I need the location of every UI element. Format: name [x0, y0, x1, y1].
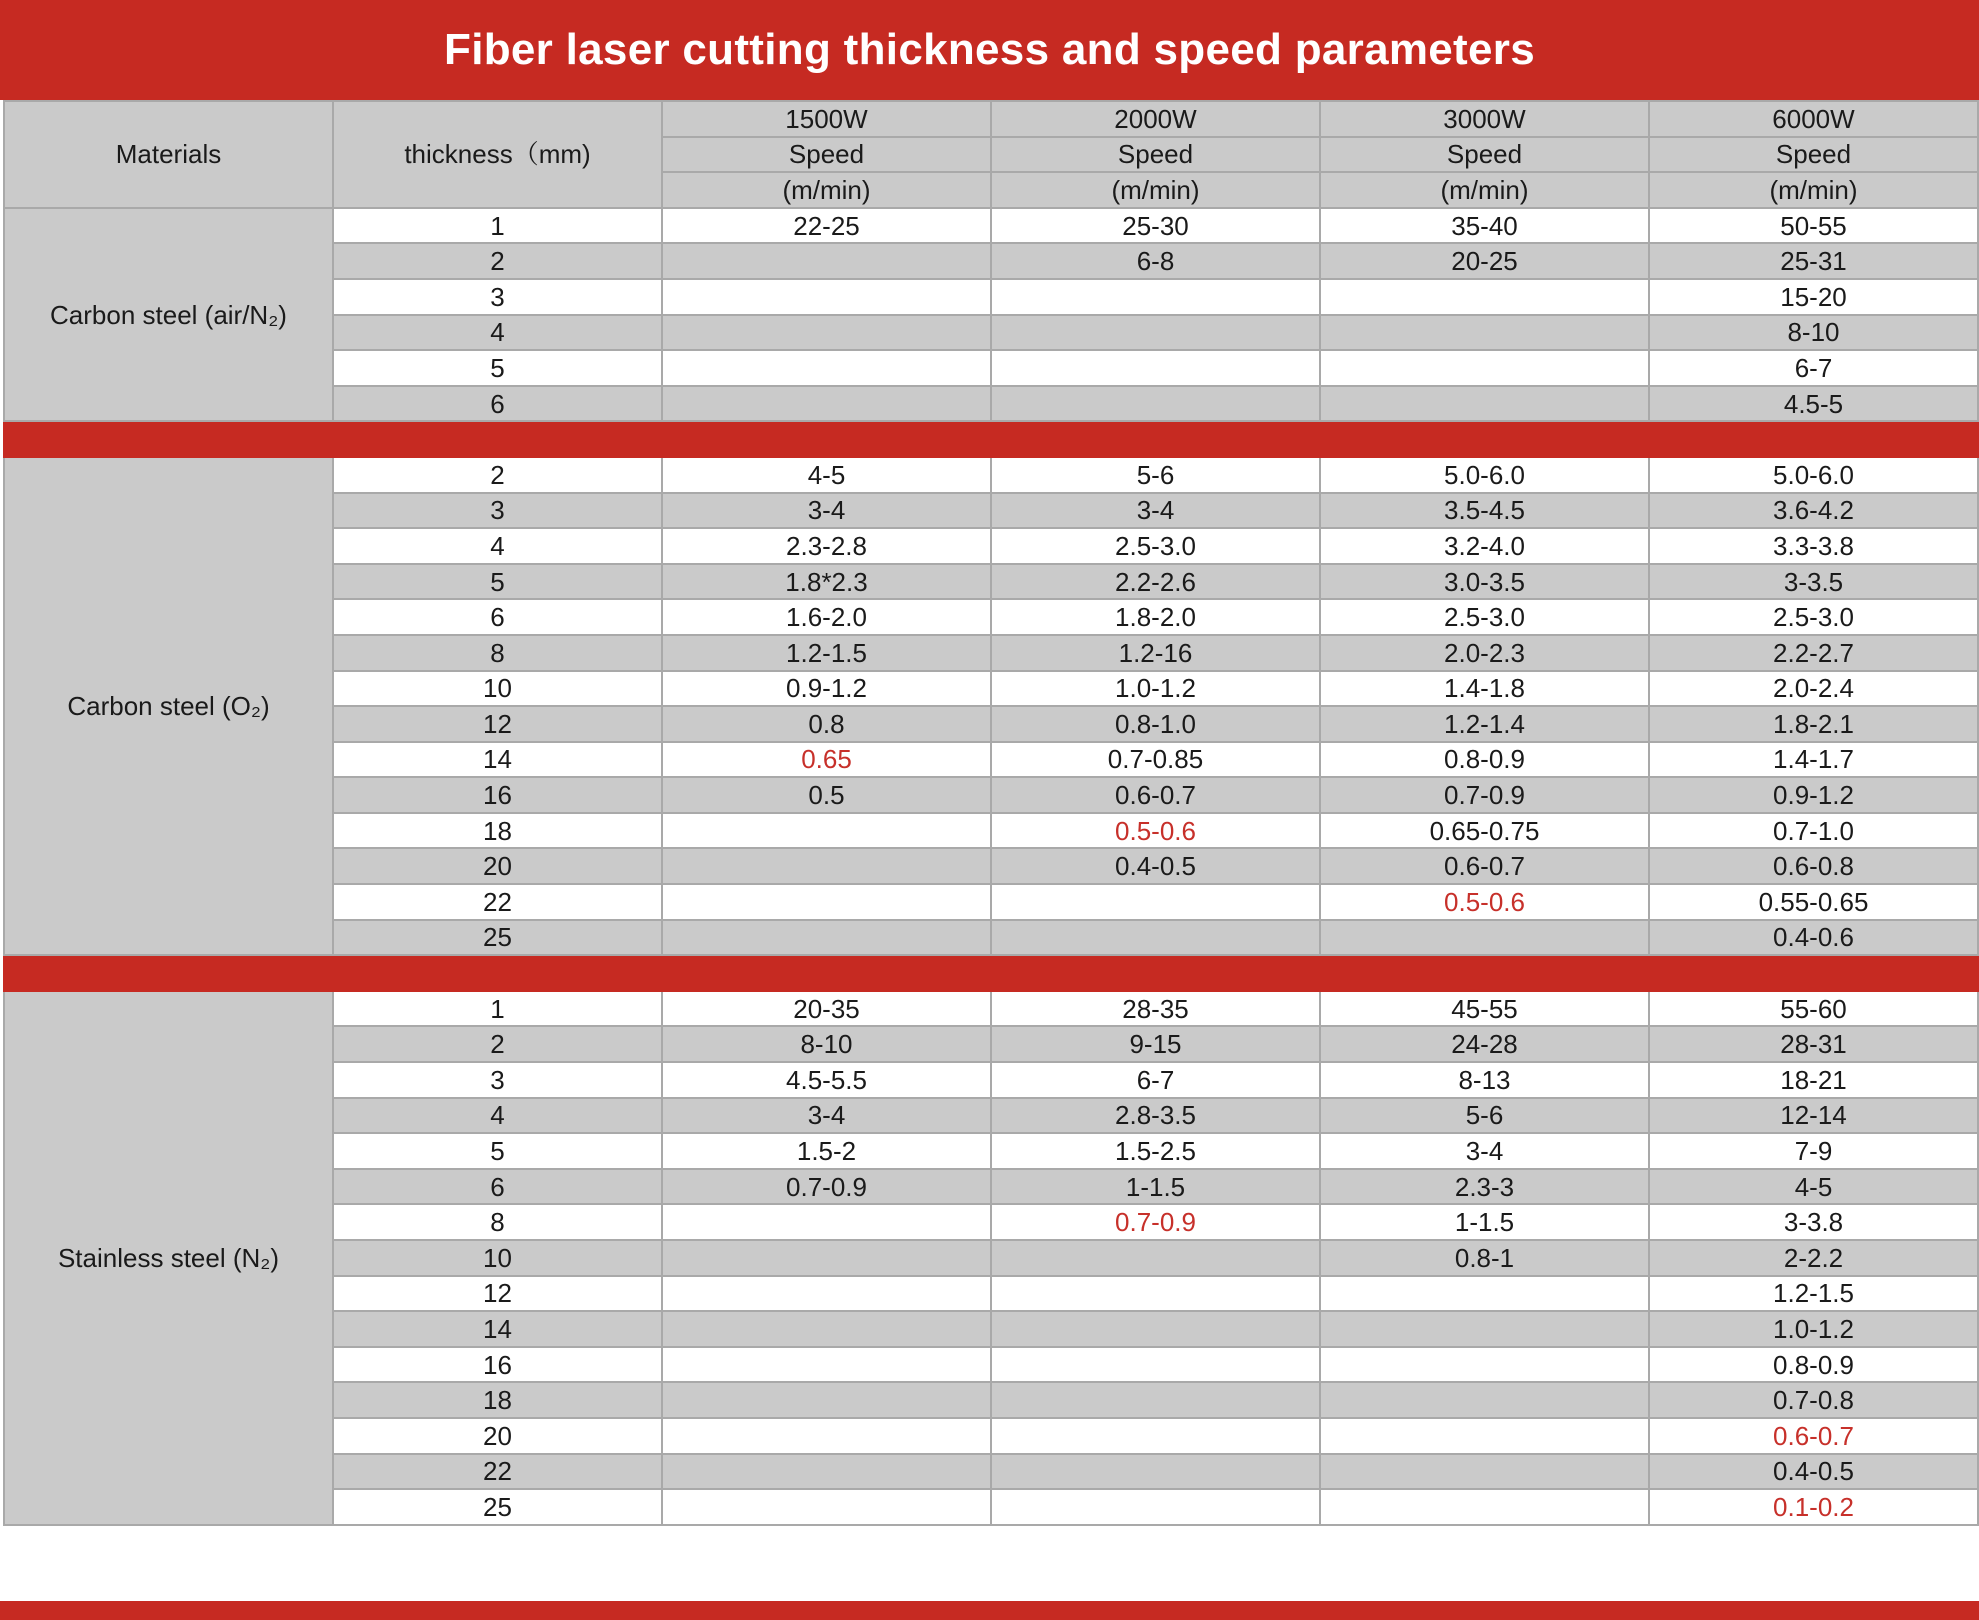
speed-cell: 0.6-0.7	[1320, 848, 1649, 884]
thickness-cell: 3	[333, 1062, 662, 1098]
speed-cell: 0.4-0.5	[1649, 1454, 1978, 1490]
speed-cell	[1320, 1418, 1649, 1454]
speed-cell	[1320, 920, 1649, 956]
header-power-6000w: 6000W	[1649, 101, 1978, 137]
thickness-cell: 25	[333, 1489, 662, 1525]
speed-cell: 35-40	[1320, 208, 1649, 244]
speed-cell: 22-25	[662, 208, 991, 244]
speed-cell: 3.5-4.5	[1320, 493, 1649, 529]
speed-cell: 6-8	[991, 243, 1320, 279]
speed-cell: 2.2-2.7	[1649, 635, 1978, 671]
speed-cell	[662, 1204, 991, 1240]
speed-cell: 0.6-0.7	[991, 777, 1320, 813]
speed-cell: 1.5-2.5	[991, 1133, 1320, 1169]
header-unit-label: (m/min)	[1320, 172, 1649, 208]
parameter-table	[3, 100, 1979, 1526]
header-speed-label: Speed	[991, 137, 1320, 173]
section-divider-bar	[4, 955, 1978, 991]
speed-cell: 5-6	[1320, 1098, 1649, 1134]
thickness-cell: 4	[333, 528, 662, 564]
speed-cell: 3-4	[662, 493, 991, 529]
speed-cell: 1.4-1.8	[1320, 671, 1649, 707]
page-title: Fiber laser cutting thickness and speed parameters	[0, 0, 1979, 100]
thickness-cell: 16	[333, 1347, 662, 1383]
speed-cell: 0.5	[662, 777, 991, 813]
speed-cell: 0.8-1.0	[991, 706, 1320, 742]
speed-cell	[991, 1240, 1320, 1276]
speed-cell: 20-25	[1320, 243, 1649, 279]
speed-cell: 25-31	[1649, 243, 1978, 279]
thickness-cell: 25	[333, 920, 662, 956]
speed-cell: 45-55	[1320, 991, 1649, 1027]
speed-cell	[991, 1347, 1320, 1383]
speed-cell	[991, 884, 1320, 920]
speed-cell: 1.2-16	[991, 635, 1320, 671]
thickness-cell: 6	[333, 386, 662, 422]
speed-cell: 0.7-1.0	[1649, 813, 1978, 849]
speed-cell: 18-21	[1649, 1062, 1978, 1098]
speed-cell: 0.7-0.8	[1649, 1382, 1978, 1418]
speed-cell	[662, 1489, 991, 1525]
thickness-cell: 4	[333, 1098, 662, 1134]
speed-cell: 2.5-3.0	[1320, 599, 1649, 635]
thickness-cell: 16	[333, 777, 662, 813]
header-power-1500w: 1500W	[662, 101, 991, 137]
speed-cell	[1320, 350, 1649, 386]
speed-cell: 0.8-0.9	[1649, 1347, 1978, 1383]
speed-cell: 1.0-1.2	[1649, 1311, 1978, 1347]
speed-cell: 2-2.2	[1649, 1240, 1978, 1276]
speed-cell	[1320, 386, 1649, 422]
speed-cell	[662, 243, 991, 279]
speed-cell: 3-3.5	[1649, 564, 1978, 600]
speed-cell	[991, 350, 1320, 386]
speed-cell	[991, 315, 1320, 351]
thickness-cell: 12	[333, 1276, 662, 1312]
speed-cell	[1320, 279, 1649, 315]
thickness-cell: 18	[333, 813, 662, 849]
section-divider-bar	[4, 421, 1978, 457]
speed-cell: 0.6-0.7	[1649, 1418, 1978, 1454]
thickness-cell: 14	[333, 742, 662, 778]
speed-cell	[991, 1418, 1320, 1454]
speed-cell: 1.8-2.1	[1649, 706, 1978, 742]
thickness-cell: 6	[333, 1169, 662, 1205]
header-power-2000w: 2000W	[991, 101, 1320, 137]
speed-cell	[662, 1347, 991, 1383]
speed-cell	[991, 920, 1320, 956]
speed-cell: 1.8-2.0	[991, 599, 1320, 635]
speed-cell: 8-13	[1320, 1062, 1649, 1098]
thickness-cell: 2	[333, 1026, 662, 1062]
header-speed-label: Speed	[1649, 137, 1978, 173]
table-row	[4, 208, 1978, 244]
material-label: Carbon steel (air/N₂)	[4, 208, 333, 422]
speed-cell	[1320, 1454, 1649, 1490]
header-unit-label: (m/min)	[991, 172, 1320, 208]
speed-cell: 1.5-2	[662, 1133, 991, 1169]
speed-cell	[662, 350, 991, 386]
speed-cell: 0.7-0.85	[991, 742, 1320, 778]
thickness-cell: 8	[333, 635, 662, 671]
speed-cell: 3.2-4.0	[1320, 528, 1649, 564]
speed-cell	[1320, 1276, 1649, 1312]
speed-cell: 2.0-2.4	[1649, 671, 1978, 707]
speed-cell: 0.7-0.9	[1320, 777, 1649, 813]
header-unit-label: (m/min)	[1649, 172, 1978, 208]
thickness-cell: 20	[333, 848, 662, 884]
speed-cell: 3-3.8	[1649, 1204, 1978, 1240]
speed-cell: 0.65-0.75	[1320, 813, 1649, 849]
speed-cell: 0.8	[662, 706, 991, 742]
header-speed-label: Speed	[1320, 137, 1649, 173]
material-label: Carbon steel (O₂)	[4, 457, 333, 955]
speed-cell: 1.4-1.7	[1649, 742, 1978, 778]
thickness-cell: 20	[333, 1418, 662, 1454]
speed-cell: 2.5-3.0	[1649, 599, 1978, 635]
speed-cell: 1-1.5	[991, 1169, 1320, 1205]
speed-cell: 1-1.5	[1320, 1204, 1649, 1240]
speed-cell: 3-4	[662, 1098, 991, 1134]
material-label: Stainless steel (N₂)	[4, 991, 333, 1525]
thickness-cell: 2	[333, 243, 662, 279]
speed-cell: 1.0-1.2	[991, 671, 1320, 707]
speed-cell: 55-60	[1649, 991, 1978, 1027]
speed-cell: 0.1-0.2	[1649, 1489, 1978, 1525]
speed-cell	[662, 1418, 991, 1454]
thickness-cell: 5	[333, 350, 662, 386]
speed-cell: 2.8-3.5	[991, 1098, 1320, 1134]
speed-cell: 0.4-0.5	[991, 848, 1320, 884]
speed-cell	[662, 884, 991, 920]
speed-cell: 5.0-6.0	[1649, 457, 1978, 493]
speed-cell	[662, 1240, 991, 1276]
thickness-cell: 3	[333, 279, 662, 315]
speed-cell: 0.9-1.2	[1649, 777, 1978, 813]
thickness-cell: 12	[333, 706, 662, 742]
speed-cell: 2.3-2.8	[662, 528, 991, 564]
speed-cell	[1320, 315, 1649, 351]
header-row-power	[4, 101, 1978, 137]
speed-cell: 0.9-1.2	[662, 671, 991, 707]
speed-cell: 5.0-6.0	[1320, 457, 1649, 493]
speed-cell: 1.2-1.5	[662, 635, 991, 671]
thickness-cell: 10	[333, 671, 662, 707]
speed-cell	[662, 1311, 991, 1347]
speed-cell	[1320, 1382, 1649, 1418]
speed-cell: 4-5	[662, 457, 991, 493]
thickness-cell: 5	[333, 1133, 662, 1169]
speed-cell	[662, 279, 991, 315]
speed-cell: 1.2-1.4	[1320, 706, 1649, 742]
speed-cell: 2.2-2.6	[991, 564, 1320, 600]
speed-cell	[662, 386, 991, 422]
speed-cell	[662, 920, 991, 956]
header-speed-label: Speed	[662, 137, 991, 173]
speed-cell	[662, 1454, 991, 1490]
speed-cell	[662, 1382, 991, 1418]
speed-cell: 0.55-0.65	[1649, 884, 1978, 920]
thickness-cell: 5	[333, 564, 662, 600]
thickness-cell: 6	[333, 599, 662, 635]
speed-cell: 0.65	[662, 742, 991, 778]
speed-cell: 4.5-5.5	[662, 1062, 991, 1098]
speed-cell	[662, 848, 991, 884]
header-unit-label: (m/min)	[662, 172, 991, 208]
speed-cell	[1320, 1311, 1649, 1347]
section-divider	[4, 955, 1978, 991]
speed-cell: 24-28	[1320, 1026, 1649, 1062]
speed-cell: 2.0-2.3	[1320, 635, 1649, 671]
speed-cell: 6-7	[991, 1062, 1320, 1098]
speed-cell	[1320, 1489, 1649, 1525]
thickness-cell: 8	[333, 1204, 662, 1240]
speed-cell	[991, 1311, 1320, 1347]
thickness-cell: 2	[333, 457, 662, 493]
speed-cell: 50-55	[1649, 208, 1978, 244]
speed-cell: 0.5-0.6	[1320, 884, 1649, 920]
thickness-cell: 14	[333, 1311, 662, 1347]
speed-cell	[662, 315, 991, 351]
speed-cell: 0.7-0.9	[662, 1169, 991, 1205]
speed-cell: 9-15	[991, 1026, 1320, 1062]
speed-cell: 8-10	[1649, 315, 1978, 351]
speed-cell: 0.7-0.9	[991, 1204, 1320, 1240]
speed-cell: 0.4-0.6	[1649, 920, 1978, 956]
speed-cell: 3.3-3.8	[1649, 528, 1978, 564]
header-materials: Materials	[4, 101, 333, 208]
thickness-cell: 1	[333, 991, 662, 1027]
speed-cell	[991, 1382, 1320, 1418]
speed-cell: 12-14	[1649, 1098, 1978, 1134]
table-row	[4, 991, 1978, 1027]
speed-cell: 4.5-5	[1649, 386, 1978, 422]
speed-cell: 0.5-0.6	[991, 813, 1320, 849]
speed-cell: 3.0-3.5	[1320, 564, 1649, 600]
speed-cell: 2.3-3	[1320, 1169, 1649, 1205]
header-power-3000w: 3000W	[1320, 101, 1649, 137]
thickness-cell: 3	[333, 493, 662, 529]
speed-cell: 25-30	[991, 208, 1320, 244]
speed-cell: 8-10	[662, 1026, 991, 1062]
speed-cell: 3.6-4.2	[1649, 493, 1978, 529]
speed-cell: 15-20	[1649, 279, 1978, 315]
header-thickness: thickness（mm)	[333, 101, 662, 208]
speed-cell: 7-9	[1649, 1133, 1978, 1169]
speed-cell: 0.6-0.8	[1649, 848, 1978, 884]
speed-cell: 0.8-0.9	[1320, 742, 1649, 778]
thickness-cell: 22	[333, 1454, 662, 1490]
speed-cell: 2.5-3.0	[991, 528, 1320, 564]
speed-cell	[991, 386, 1320, 422]
speed-cell	[991, 1454, 1320, 1490]
speed-cell: 20-35	[662, 991, 991, 1027]
table-body	[4, 101, 1978, 1525]
speed-cell: 1.2-1.5	[1649, 1276, 1978, 1312]
thickness-cell: 4	[333, 315, 662, 351]
speed-cell	[991, 279, 1320, 315]
thickness-cell: 18	[333, 1382, 662, 1418]
thickness-cell: 10	[333, 1240, 662, 1276]
speed-cell: 3-4	[1320, 1133, 1649, 1169]
speed-cell: 4-5	[1649, 1169, 1978, 1205]
speed-cell	[662, 1276, 991, 1312]
speed-cell	[991, 1489, 1320, 1525]
table-row	[4, 457, 1978, 493]
speed-cell	[1320, 1347, 1649, 1383]
thickness-cell: 22	[333, 884, 662, 920]
section-divider	[4, 421, 1978, 457]
speed-cell: 6-7	[1649, 350, 1978, 386]
speed-cell: 28-35	[991, 991, 1320, 1027]
speed-cell: 0.8-1	[1320, 1240, 1649, 1276]
thickness-cell: 1	[333, 208, 662, 244]
speed-cell: 1.8*2.3	[662, 564, 991, 600]
speed-cell	[991, 1276, 1320, 1312]
speed-cell: 1.6-2.0	[662, 599, 991, 635]
speed-cell: 28-31	[1649, 1026, 1978, 1062]
speed-cell: 3-4	[991, 493, 1320, 529]
speed-cell: 5-6	[991, 457, 1320, 493]
bottom-accent-bar	[0, 1601, 1979, 1620]
speed-cell	[662, 813, 991, 849]
